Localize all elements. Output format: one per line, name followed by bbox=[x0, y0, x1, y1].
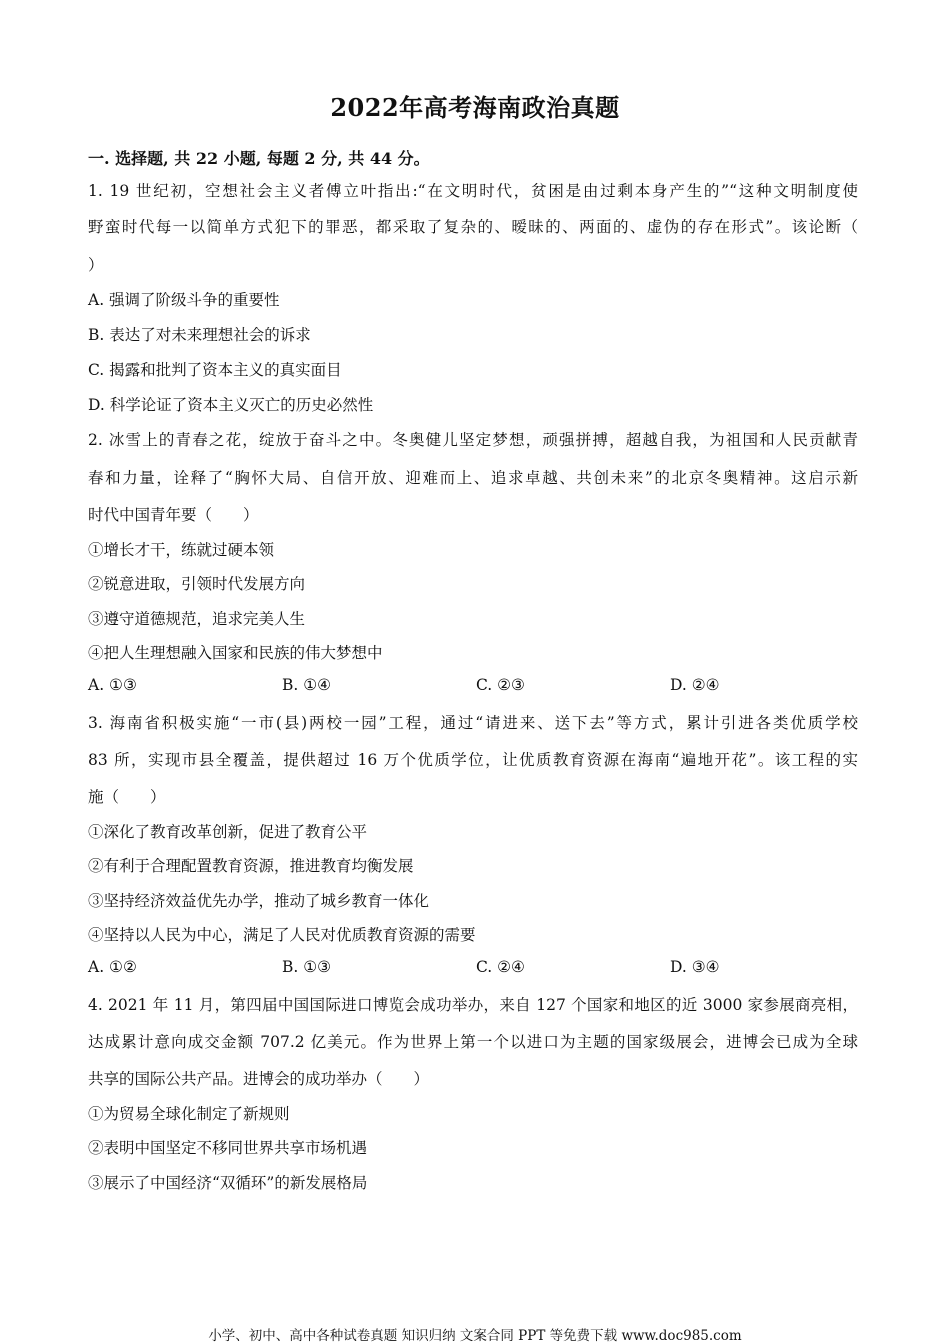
q3-option-a: A. ①② bbox=[88, 958, 137, 976]
q3-stem-line: 施（ ） bbox=[88, 788, 166, 806]
q1-stem-line: 1. 19 世纪初，空想社会主义者傅立叶指出:“在文明时代，贫困是由过剩本身产生的”“这种文明制度使 bbox=[88, 182, 858, 200]
q4-stem-line: 共享的国际公共产品。进博会的成功举办（ ） bbox=[88, 1070, 430, 1088]
q3-statement: ④坚持以人民为中心，满足了人民对优质教育资源的需要 bbox=[88, 926, 476, 944]
q3-option-b: B. ①③ bbox=[282, 958, 332, 976]
q2-option-b: B. ①④ bbox=[282, 676, 332, 694]
q2-stem-line: 2. 冰雪上的青春之花，绽放于奋斗之中。冬奥健儿坚定梦想，顽强拼搏，超越自我，为祖国和人民贡献青 bbox=[88, 431, 858, 449]
q2-statement: ②锐意进取，引领时代发展方向 bbox=[88, 575, 306, 593]
q3-option-d: D. ③④ bbox=[670, 958, 720, 976]
q1-stem-line: 野蛮时代每一以简单方式犯下的罪恶，都采取了复杂的、暧昧的、两面的、虚伪的存在形式”。该论断（ bbox=[88, 218, 858, 236]
q3-option-c: C. ②④ bbox=[476, 958, 525, 976]
q1-option-a: A. 强调了阶级斗争的重要性 bbox=[88, 291, 280, 309]
q2-statement: ①增长才干，练就过硬本领 bbox=[88, 541, 275, 559]
q3-options-row bbox=[88, 958, 868, 980]
q1-option-d: D. 科学论证了资本主义灭亡的历史必然性 bbox=[88, 396, 374, 414]
q4-stem-line: 4. 2021 年 11 月，第四届中国国际进口博览会成功举办，来自 127 个国家和地区的近 3000 家参展商亮相， bbox=[88, 996, 858, 1014]
q2-statement: ③遵守道德规范，追求完美人生 bbox=[88, 610, 306, 628]
q3-stem-line: 83 所，实现市县全覆盖，提供超过 16 万个优质学位，让优质教育资源在海南“遍地开花”。该工程的实 bbox=[88, 751, 858, 769]
q3-stem-line: 3. 海南省积极实施“一市(县)两校一园”工程，通过“请进来、送下去”等方式，累计引进各类优质学校 bbox=[88, 714, 858, 732]
q2-option-d: D. ②④ bbox=[670, 676, 720, 694]
q2-stem-line: 春和力量，诠释了“胸怀大局、自信开放、迎难而上、追求卓越、共创未来”的北京冬奥精神。这启示新 bbox=[88, 469, 858, 487]
q2-statement: ④把人生理想融入国家和民族的伟大梦想中 bbox=[88, 644, 383, 662]
q2-stem-line: 时代中国青年要（ ） bbox=[88, 506, 259, 524]
q4-statement: ③展示了中国经济“双循环”的新发展格局 bbox=[88, 1174, 368, 1192]
q2-option-c: C. ②③ bbox=[476, 676, 525, 694]
q1-option-b: B. 表达了对未来理想社会的诉求 bbox=[88, 326, 311, 344]
q2-options-row bbox=[88, 676, 868, 698]
q4-statement: ①为贸易全球化制定了新规则 bbox=[88, 1105, 290, 1123]
section-heading: 一. 选择题, 共 22 小题, 每题 2 分, 共 44 分。 bbox=[88, 149, 430, 168]
q3-statement: ②有利于合理配置教育资源，推进教育均衡发展 bbox=[88, 857, 414, 875]
q2-option-a: A. ①③ bbox=[88, 676, 137, 694]
page-footer: 小学、初中、高中各种试卷真题 知识归纳 文案合同 PPT 等免费下载 www.doc985.com bbox=[208, 1328, 742, 1344]
page-title: 2022年高考海南政治真题 bbox=[330, 93, 620, 122]
q1-stem-line: ） bbox=[88, 256, 104, 274]
q3-statement: ③坚持经济效益优先办学，推动了城乡教育一体化 bbox=[88, 892, 430, 910]
q3-statement: ①深化了教育改革创新，促进了教育公平 bbox=[88, 823, 368, 841]
q1-option-c: C. 揭露和批判了资本主义的真实面目 bbox=[88, 361, 342, 379]
q4-stem-line: 达成累计意向成交金额 707.2 亿美元。作为世界上第一个以进口为主题的国家级展会，进博会已成为全球 bbox=[88, 1033, 858, 1051]
q4-statement: ②表明中国坚定不移同世界共享市场机遇 bbox=[88, 1139, 368, 1157]
